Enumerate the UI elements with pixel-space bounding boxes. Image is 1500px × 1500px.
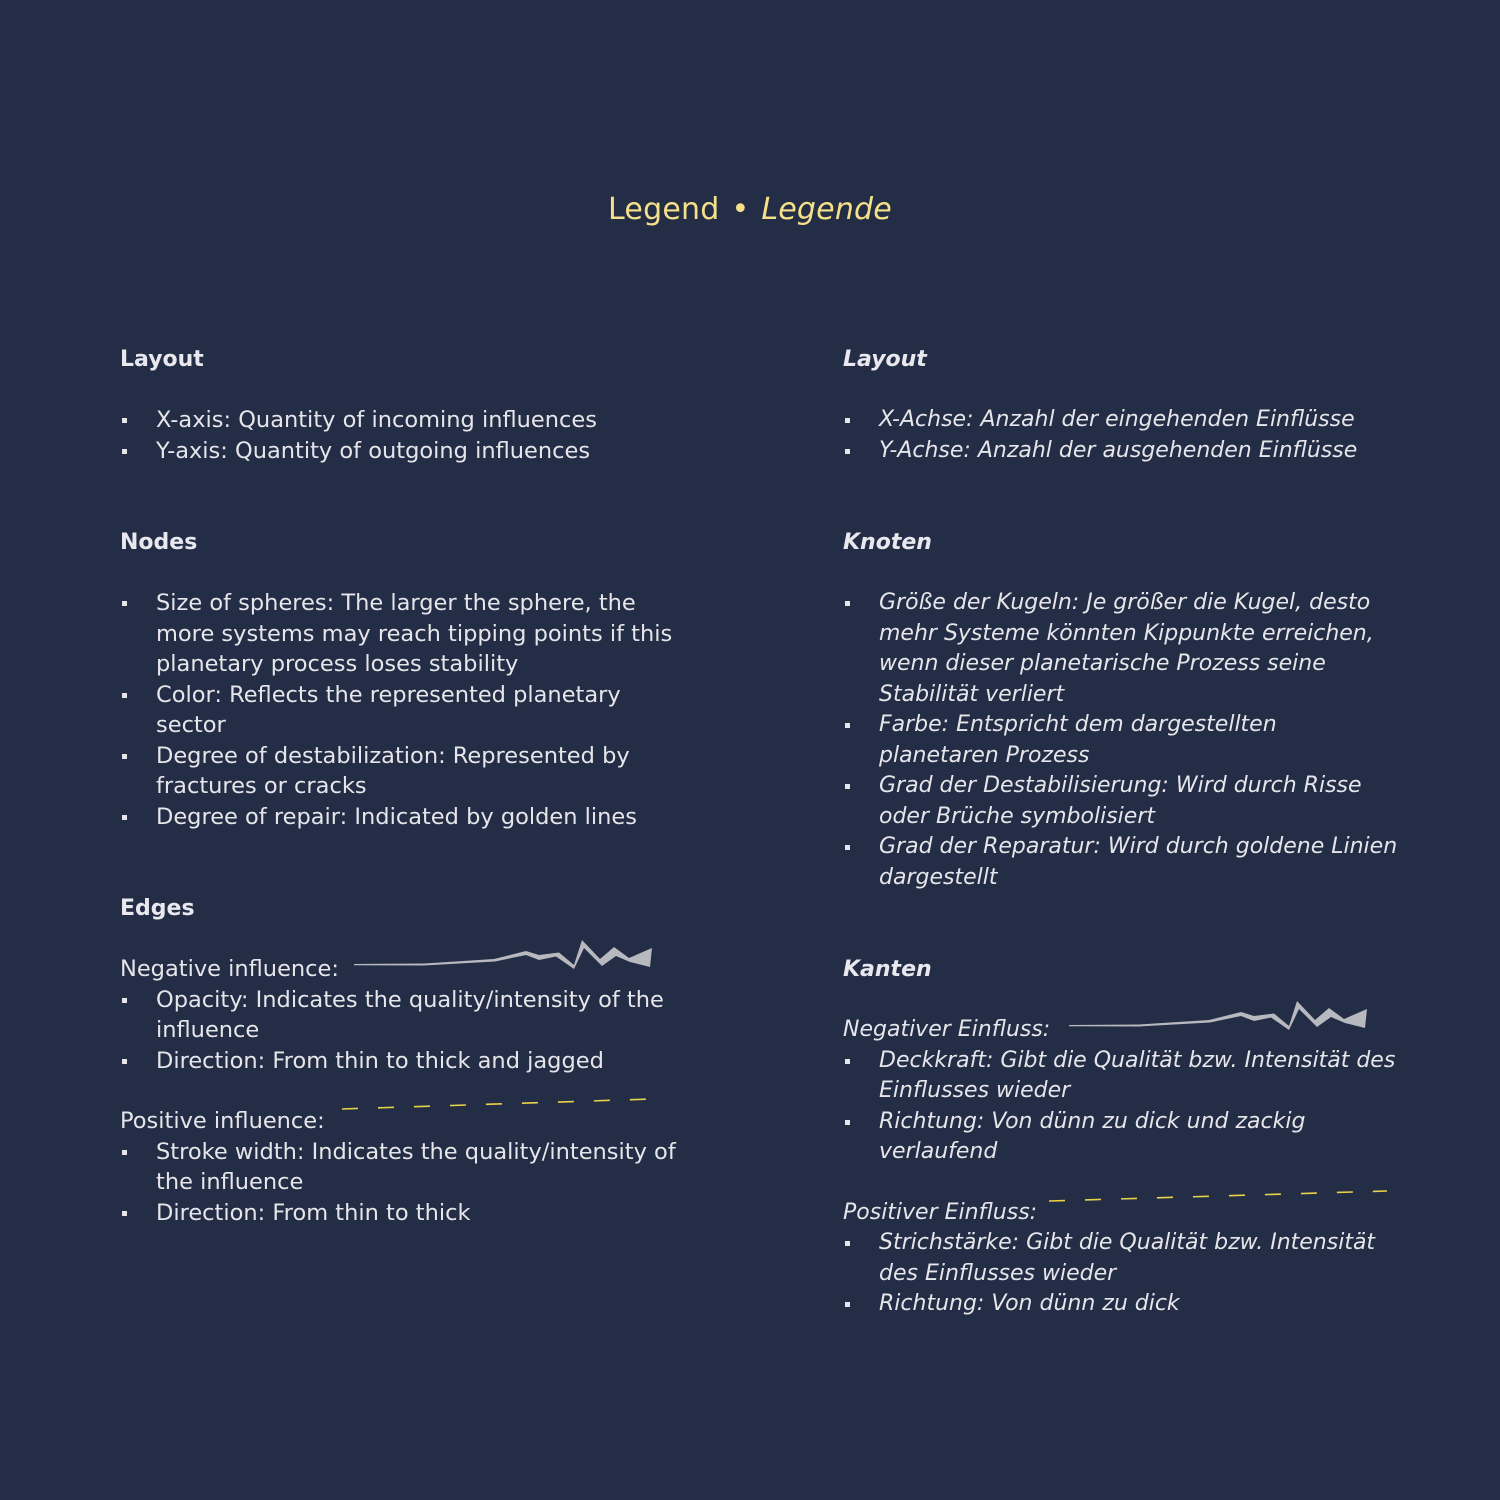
list-item: Size of spheres: The larger the sphere, the more systems may reach tipping points if this planetary process loses stability [120, 588, 680, 680]
english-column [120, 345, 680, 1228]
german-column [843, 345, 1398, 1320]
list-item: X-Achse: Anzahl der eingehenden Einflüsse [843, 405, 1398, 436]
negative-influence-label-de: Negativer Einfluss: [843, 1017, 1051, 1042]
title-english: Legend [608, 192, 720, 227]
list-item: Degree of destabilization: Represented by fractures or cracks [120, 741, 680, 802]
list-item: Grad der Reparatur: Wird durch goldene Linien dargestellt [843, 832, 1398, 893]
list-item: Stroke width: Indicates the quality/intensity of the influence [120, 1137, 680, 1198]
negative-edge-sample-icon [354, 928, 654, 968]
list-item: Deckkraft: Gibt die Qualität bzw. Intensität des Einflusses wieder [843, 1046, 1398, 1107]
positive-influence-list [120, 1137, 680, 1229]
list-item: Größe der Kugeln: Je größer die Kugel, desto mehr Systeme könnten Kippunkte erreichen, wenn dieser planetarische Prozess seine Stabilität verliert [843, 588, 1398, 710]
nodes-heading: Nodes [120, 530, 198, 555]
edges-heading: Edges [120, 896, 195, 921]
nodes-heading-de: Knoten [843, 530, 932, 555]
list-item: Direction: From thin to thick [120, 1198, 680, 1229]
layout-heading-de: Layout [843, 347, 927, 372]
negative-influence-list-de [843, 1046, 1398, 1168]
list-item: Degree of repair: Indicated by golden lines [120, 802, 680, 833]
positive-influence-label-de: Positiver Einfluss: [843, 1199, 1038, 1225]
positive-influence-label: Positive influence: [120, 1108, 325, 1134]
negative-influence-label: Negative influence: [120, 956, 339, 982]
positive-edge-sample-icon [1049, 1188, 1389, 1208]
positive-edge-sample-icon [342, 1096, 654, 1116]
negative-edge-sample-icon [1069, 989, 1369, 1029]
list-item: Farbe: Entspricht dem dargestellten planetaren Prozess [843, 710, 1398, 771]
nodes-list-de [843, 588, 1398, 893]
nodes-list [120, 588, 680, 832]
negative-influence-row-de [843, 1015, 1398, 1046]
layout-list [120, 405, 680, 466]
list-item: Opacity: Indicates the quality/intensity of the influence [120, 985, 680, 1046]
positive-influence-row [120, 1106, 680, 1137]
list-item: Direction: From thin to thick and jagged [120, 1046, 680, 1077]
negative-influence-row [120, 954, 680, 985]
title-german: Legende [761, 192, 892, 227]
list-item: Y-Achse: Anzahl der ausgehenden Einflüsse [843, 436, 1398, 467]
list-item: Color: Reflects the represented planetary sector [120, 680, 680, 741]
legend-title [0, 192, 1500, 227]
list-item: Grad der Destabilisierung: Wird durch Risse oder Brüche symbolisiert [843, 771, 1398, 832]
list-item: X-axis: Quantity of incoming influences [120, 405, 680, 436]
list-item: Strichstärke: Gibt die Qualität bzw. Intensität des Einflusses wieder [843, 1228, 1398, 1289]
list-item: Richtung: Von dünn zu dick [843, 1289, 1398, 1320]
layout-heading: Layout [120, 347, 204, 372]
list-item: Richtung: Von dünn zu dick und zackig verlaufend [843, 1107, 1398, 1168]
layout-list-de [843, 405, 1398, 466]
list-item: Y-axis: Quantity of outgoing influences [120, 436, 680, 467]
negative-influence-list [120, 985, 680, 1077]
edges-heading-de: Kanten [843, 957, 932, 982]
positive-influence-list-de [843, 1228, 1398, 1320]
positive-influence-row-de [843, 1198, 1398, 1229]
title-separator: • [731, 192, 750, 227]
